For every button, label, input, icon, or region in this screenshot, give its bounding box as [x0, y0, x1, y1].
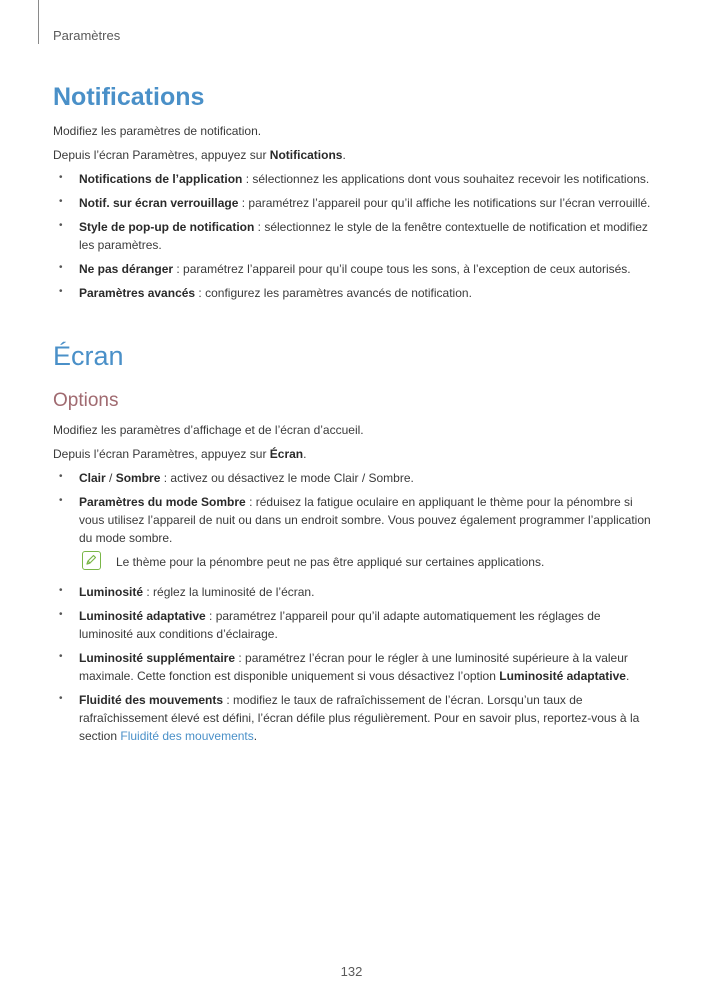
ecran-heading: Écran — [53, 341, 124, 371]
notifications-heading: Notifications — [53, 83, 205, 111]
list-item: • Luminosité adaptative : paramétrez l’appareil pour qu’il adapte automatiquement les réglages de luminosité aux conditions d’éclairage. — [53, 607, 653, 643]
note — [53, 553, 653, 573]
notifications-path: Depuis l’écran Paramètres, appuyez sur Notifications. — [53, 148, 346, 162]
section-header: Paramètres — [53, 28, 121, 43]
list-item: • Luminosité : réglez la luminosité de l’écran. — [53, 583, 653, 601]
list-item: • Clair / Sombre : activez ou désactivez le mode Clair / Sombre. — [53, 469, 653, 487]
list-item: • Luminosité supplémentaire : paramétrez l’écran pour le régler à une luminosité supérieure à la valeur maximale. Cette fonction est disponible uniquement si vous désactivez l’option Luminosité adaptative. — [53, 649, 653, 685]
ecran-intro: Modifiez les paramètres d’affichage et de l’écran d’accueil. — [53, 423, 364, 438]
notifications-path-bold: Notifications — [269, 148, 343, 162]
ecran-path: Depuis l’écran Paramètres, appuyez sur Écran. — [53, 447, 307, 462]
options-subheading: Options — [53, 390, 119, 412]
list-item: • Fluidité des mouvements : modifiez le taux de rafraîchissement de l’écran. Lorsqu’un taux de rafraîchissement élevé est défini, l’écran défile plus régulièrement. Pour en savoir plus, reportez-vous à la section Fluidité des mouvements. — [53, 691, 653, 745]
list-item: • Paramètres du mode Sombre : réduisez la fatigue oculaire en appliquant le thème pour la pénombre si vous utilisez l’appareil de nuit ou dans un endroit sombre. Vous pouvez également programmer l’application du mode sombre. — [53, 493, 653, 547]
list-item: • Style de pop-up de notification : sélectionnez le style de la fenêtre contextuelle de notification et modifiez les paramètres. — [53, 218, 653, 254]
ecran-path-bold: Écran — [269, 447, 304, 462]
header-rule — [38, 0, 39, 44]
list-item: • Notifications de l’application : sélectionnez les applications dont vous souhaitez recevoir les notifications. — [53, 170, 653, 188]
notifications-list — [53, 170, 653, 302]
list-item: • Paramètres avancés : configurez les paramètres avancés de notification. — [53, 284, 653, 302]
list-item: • Notif. sur écran verrouillage : paramétrez l’appareil pour qu’il affiche les notifications sur l’écran verrouillé. — [53, 194, 653, 212]
list-item: • Ne pas déranger : paramétrez l’appareil pour qu’il coupe tous les sons, à l’exception de ceux autorisés. — [53, 260, 653, 278]
notifications-intro: Modifiez les paramètres de notification. — [53, 124, 262, 138]
ecran-list-2 — [53, 583, 653, 745]
page-content — [53, 82, 653, 751]
note-pencil-icon — [82, 551, 101, 570]
page-number: 132 — [340, 964, 363, 979]
fluidite-link[interactable]: Fluidité des mouvements — [120, 729, 254, 744]
note-text: Le thème pour la pénombre peut ne pas être appliqué sur certaines applications. — [116, 555, 545, 570]
ecran-list-1 — [53, 469, 653, 547]
